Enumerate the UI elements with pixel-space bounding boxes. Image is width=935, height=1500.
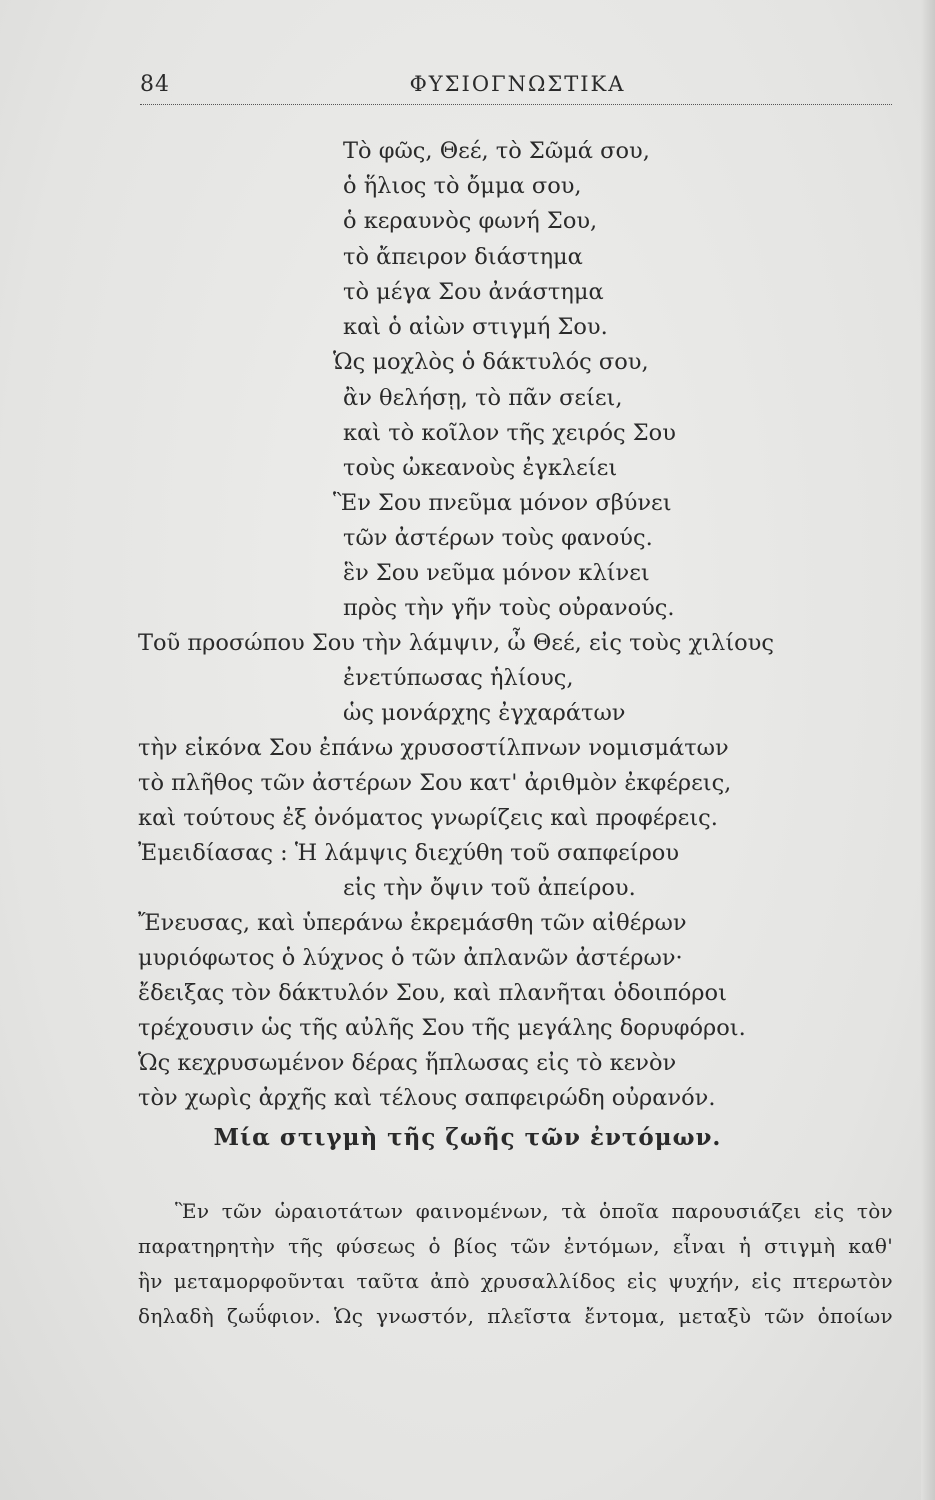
poem-line: ἐνετύπωσας ἡλίους, [343, 665, 574, 691]
poem-line: καὶ ὁ αἰὼν στιγμή Σου. [343, 314, 608, 340]
poem-line: ἔδειξας τὸν δάκτυλόν Σου, καὶ πλανῆται ὁδοιπόροι [138, 980, 727, 1006]
poem-line: πρὸς τὴν γῆν τοὺς οὐρανούς. [343, 595, 675, 621]
poem-line: Ὡς μοχλὸς ὁ δάκτυλός σου, [333, 349, 649, 375]
poem-line: ὁ κεραυνὸς φωνή Σου, [343, 208, 598, 234]
poem-line: Ὡς κεχρυσωμένον δέρας ἥπλωσας εἰς τὸ κενὸν [138, 1050, 677, 1076]
running-title: ΦΥΣΙΟΓΝΩΣΤΙΚΑ [409, 72, 626, 96]
page-header [140, 72, 895, 108]
paragraph-line: ἣν μεταμορφοῦνται ταῦτα ἀπὸ χρυσαλλίδος εἰς ψυχήν, εἰς πτερωτὸν [138, 1269, 893, 1293]
poem-line: εἰς τὴν ὄψιν τοῦ ἀπείρου. [343, 875, 636, 901]
poem-line: Τοῦ προσώπου Σου τὴν λάμψιν, ὦ Θεέ, εἰς τοὺς χιλίους [138, 630, 774, 656]
poem-line: Ἐμειδίασας : Ἡ λάμψις διεχύθη τοῦ σαπφείρου [138, 840, 680, 866]
poem-line: μυριόφωτος ὁ λύχνος ὁ τῶν ἀπλανῶν ἀστέρων· [138, 945, 683, 971]
poem-line: ἓν Σου νεῦμα μόνον κλίνει [343, 560, 650, 586]
paragraph-line: Ἓν τῶν ὡραιοτάτων φαινομένων, τὰ ὁποῖα παρουσιάζει εἰς τὸν [175, 1199, 893, 1223]
poem-line: καὶ τούτους ἐξ ὀνόματος γνωρίζεις καὶ προφέρεις. [138, 805, 718, 831]
poem-line: τρέχουσιν ὡς τῆς αὐλῆς Σου τῆς μεγάλης δορυφόροι. [138, 1015, 746, 1041]
poem-line: ὡς μονάρχης ἐγχαράτων [343, 700, 626, 726]
paragraph-line: παρατηρητὴν τῆς φύσεως ὁ βίος τῶν ἐντόμων, εἶναι ἡ στιγμὴ καθ' [138, 1234, 893, 1258]
poem-line: τὸν χωρὶς ἀρχῆς καὶ τέλους σαπφειρώδη οὐρανόν. [138, 1085, 716, 1111]
page-edge-shadow [921, 0, 935, 1500]
poem-line: καὶ τὸ κοῖλον τῆς χειρός Σου [343, 420, 676, 446]
poem-line: ὁ ἥλιος τὸ ὄμμα σου, [343, 173, 582, 199]
poem-line: τὸ πλῆθος τῶν ἀστέρων Σου κατ' ἀριθμὸν ἐκφέρεις, [138, 770, 732, 796]
poem-line: τῶν ἀστέρων τοὺς φανούς. [343, 525, 653, 551]
poem-line: τὴν εἰκόνα Σου ἐπάνω χρυσοστίλπνων νομισμάτων [138, 735, 729, 761]
poem-line: τὸ ἄπειρον διάστημα [343, 244, 583, 270]
section-heading: Μία στιγμὴ τῆς ζωῆς τῶν ἐντόμων. [213, 1124, 722, 1151]
poem-line: Ἓν Σου πνεῦμα μόνον σβύνει [333, 490, 672, 516]
poem-line: Τὸ φῶς, Θεέ, τὸ Σῶμά σου, [343, 138, 650, 164]
poem-line: τὸ μέγα Σου ἀνάστημα [343, 279, 604, 305]
poem-line: τοὺς ὠκεανοὺς ἐγκλείει [343, 455, 618, 481]
poem-line: ἂν θελήσῃ, τὸ πᾶν σείει, [343, 385, 623, 411]
header-divider [140, 104, 892, 105]
poem-line: Ἔνευσας, καὶ ὑπεράνω ἐκρεμάσθη τῶν αἰθέρων [138, 910, 687, 936]
paragraph-line: δηλαδὴ ζωΰφιον. Ὡς γνωστόν, πλεῖστα ἔντομα, μεταξὺ τῶν ὁποίων [138, 1304, 893, 1328]
page-number: 84 [140, 72, 170, 97]
